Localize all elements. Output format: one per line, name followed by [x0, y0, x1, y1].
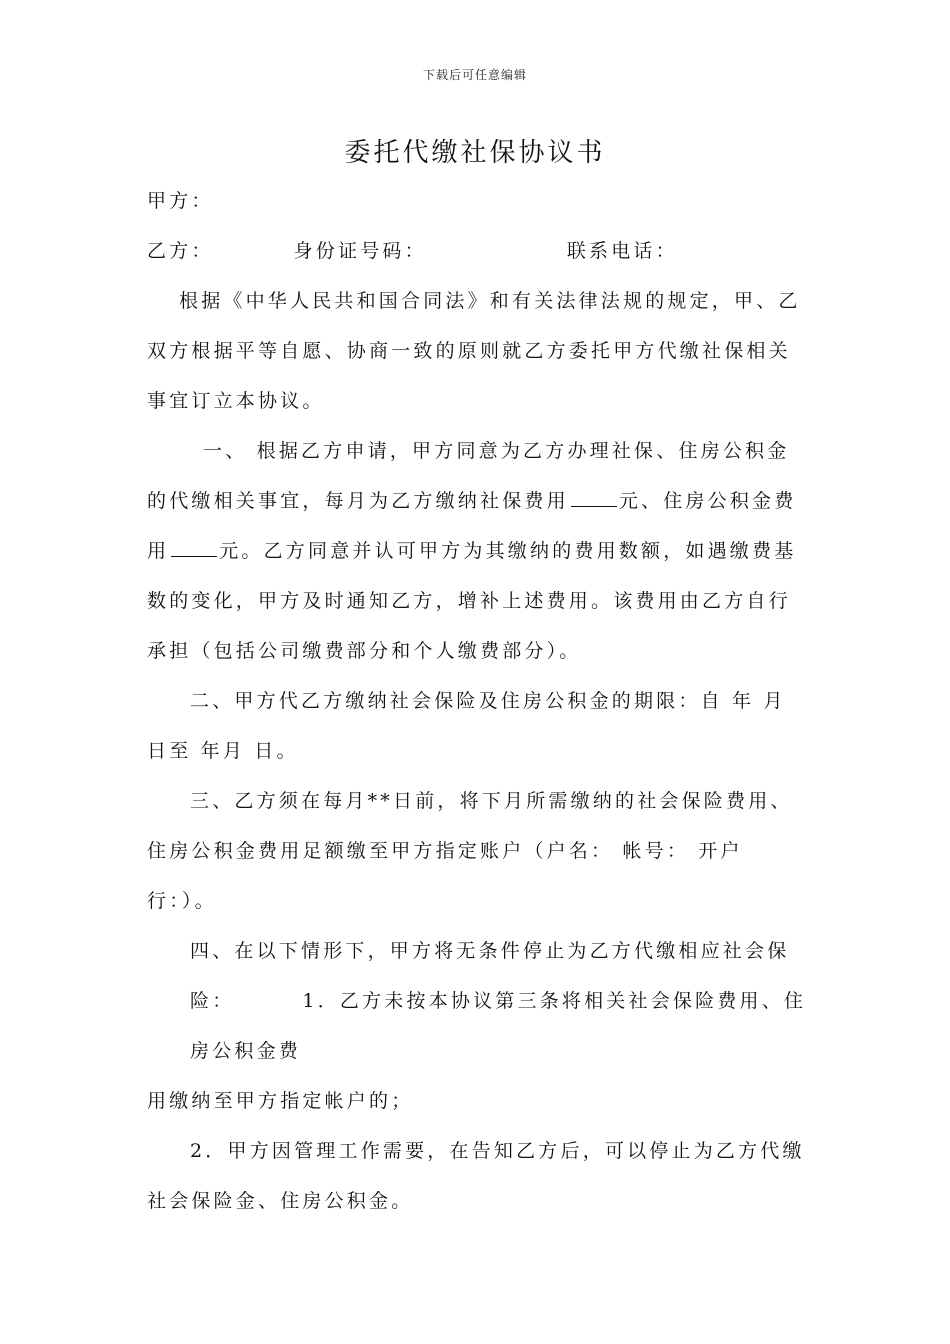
id-number-label: 身份证号码： — [293, 240, 427, 262]
clause1-text: 用 — [147, 540, 170, 562]
clause1-line-3 — [147, 536, 796, 566]
clause4-line-1: 四、在以下情形下，甲方将无条件停止为乙方代缴相应社会保 — [190, 940, 790, 962]
header-note: 下载后可任意编辑 — [422, 68, 527, 82]
clause1-text: 的代缴相关事宜，每月为乙方缴纳社保费用 — [147, 490, 569, 512]
clause4-line-5: 2．甲方因管理工作需要，在告知乙方后，可以停止为乙方代缴 — [190, 1140, 805, 1162]
clause1-line-2 — [147, 486, 796, 516]
clause4-text: 险： — [190, 990, 235, 1012]
clause1-line-1: 一、 根据乙方申请，甲方同意为乙方办理社保、住房公积金 — [203, 440, 790, 462]
social-insurance-amount-blank — [571, 488, 617, 507]
party-b-label: 乙方： — [147, 240, 214, 262]
party-b-line — [147, 236, 678, 266]
clause2-line-2: 日至 年月 日。 — [147, 740, 299, 762]
clause1-line-4: 数的变化，甲方及时通知乙方，增补上述费用。该费用由乙方自行 — [147, 590, 791, 612]
phone-label: 联系电话： — [566, 240, 678, 262]
clause4-item-1: 1．乙方未按本协议第三条将相关社会保险费用、住 — [302, 990, 807, 1012]
clause3-line-1: 三、乙方须在每月**日前，将下月所需缴纳的社会保险费用、 — [190, 790, 793, 812]
clause4-line-3: 房公积金费 — [190, 1040, 302, 1062]
clause4-line-2 — [190, 986, 806, 1016]
clause3-line-2: 住房公积金费用足额缴至甲方指定账户（户名： 帐号： 开户 — [147, 840, 743, 862]
clause4-line-4: 用缴纳至甲方指定帐户的； — [147, 1090, 414, 1112]
party-a-line: 甲方： — [147, 190, 214, 212]
clause4-line-6: 社会保险金、住房公积金。 — [147, 1190, 414, 1212]
preamble-line-2: 双方根据平等自愿、协商一致的原则就乙方委托甲方代缴社保相关 — [147, 340, 791, 362]
housing-fund-amount-blank — [171, 538, 217, 557]
clause2-line-1: 二、甲方代乙方缴纳社会保险及住房公积金的期限：自 年 月 — [190, 690, 786, 712]
preamble-line-3: 事宜订立本协议。 — [147, 390, 325, 412]
clause1-text: 元。乙方同意并认可甲方为其缴纳的费用数额，如遇缴费基 — [219, 540, 797, 562]
document-title: 委托代缴社保协议书 — [344, 138, 606, 168]
clause1-text: 元、住房公积金费 — [618, 490, 797, 512]
clause3-line-3: 行：）。 — [147, 890, 217, 912]
clause1-line-5: 承担（包括公司缴费部分和个人缴费部分）。 — [147, 640, 582, 662]
preamble-line-1: 根据《中华人民共和国合同法》和有关法律法规的规定，甲、乙 — [179, 290, 801, 312]
